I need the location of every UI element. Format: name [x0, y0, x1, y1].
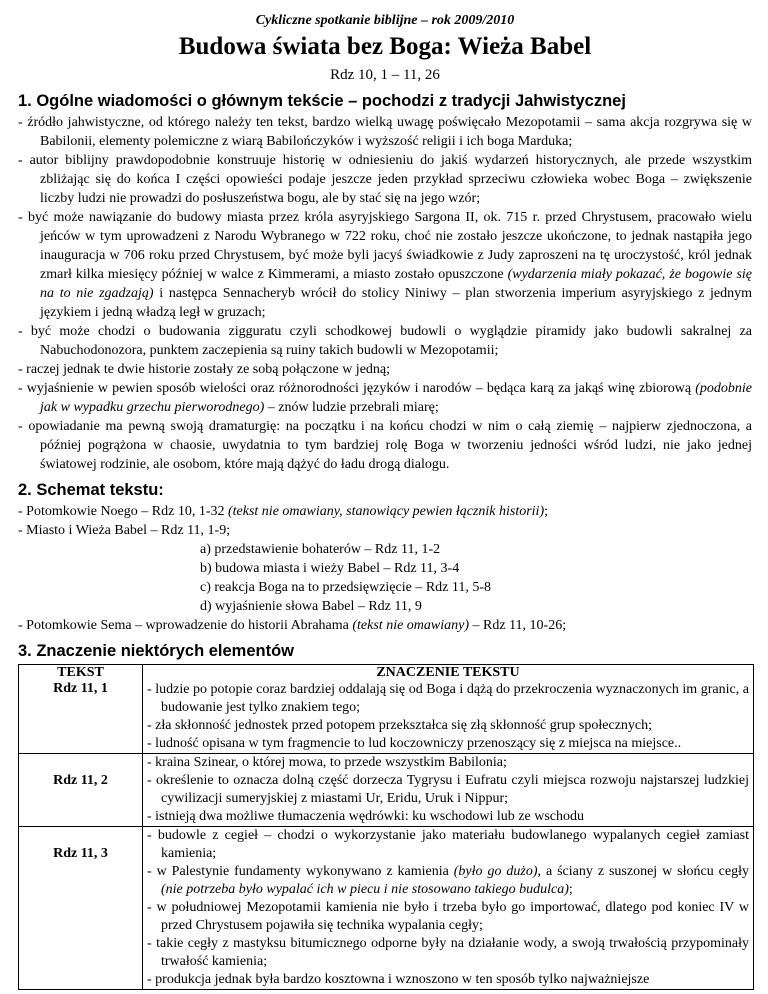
cell-item: - ludzie po potopie coraz bardziej oddalają się od Boga i dążą do przekroczenia wyznaczonych im granic, a budowanie jest tylko znakiem tego; [147, 682, 749, 715]
section-1-item [18, 379, 752, 417]
item-text: - raczej jednak te dwie historie zostały ze sobą połączone w jedną; [18, 362, 391, 377]
section-1-list [18, 113, 752, 474]
outline-subitem: b) budowa miasta i wieży Babel – Rdz 11, 3-4 [200, 561, 460, 576]
section-1-item [18, 322, 752, 360]
row-ref-label: Rdz 11, 3 [53, 846, 108, 861]
outline-text: - Potomkowie Sema – wprowadzenie do historii Abrahama [18, 618, 353, 633]
outline-line [18, 616, 752, 635]
section-3-heading: 3. Znaczenie niektórych elementów [18, 642, 295, 660]
section-1-item [18, 208, 752, 322]
cell-item: - ludność opisana w tym fragmencie to lud koczowniczy przenoszący się z miejsca na miejsce.. [147, 736, 682, 751]
item-text: - opowiadanie ma pewną swoją dramaturgię: na początku i na końcu chodzi w nim o całą ziemię – najpierw zjednoczona, a później pogrążona w chaosie, uwydatnia to tym bardziej rolę Boga w tworzeniu jedności wśród ludzi, nie jako jednej światowej rodzinie, ale osobom, które mają dążyć do ładu drogą dialogu. [18, 419, 752, 472]
item-text: - być może chodzi o budowania zigguratu czyli schodkowej budowli o wyglądzie piramidy jako budowli sakralnej za Nabuchodonozora, punktem zaczepienia są ruiny takich budowli w Mezopotamii; [18, 324, 752, 358]
row-ref-label: Rdz 11, 2 [53, 773, 108, 788]
row-meaning [143, 754, 754, 827]
item-text: - być może nawiązanie do budowy miasta przez króla asyryjskiego Sargona II, ok. 715 r. przed Chrystusem, pracowało wielu jeńców w tym uprowadzeni z Narodu Wybranego w 722 roku, choć nie zostało jeszcze ukończone, to jednak nastąpiła jego inauguracja w 706 roku przed Chrystusem, być może byli jacyś świadkowie z Judy zaproszeni na tę uroczystość, król jednak zmarł kilka miesięcy później w walce z Kimmerami, a miasto zostało opuszczone [18, 210, 752, 282]
cell-item: - kraina Szinear, o której mowa, to przede wszystkim Babilonia; [147, 755, 507, 770]
table-header-text [19, 665, 143, 754]
cell-item: - zła skłonność jednostek przed potopem przekształca się złą skłonność grup społecznych; [147, 718, 653, 733]
cell-item: - określenie to oznacza dolną część dorzecza Tygrysu i Eufratu czyli miejsca rozwoju najstarszej ludzkiej cywilizacji sumeryjskiej z miastami Ur, Eridu, Uruk i Nippur; [147, 773, 749, 806]
outline-italic: (tekst nie omawiany, stanowiący pewien łącznik historii) [227, 504, 545, 519]
item-text: , a ściany z suszonej w słońcu cegły [537, 864, 749, 879]
item-italic: (było go dużo) [453, 864, 538, 879]
cell-item: - takie cegły z mastyksu bitumicznego odporne były na działanie wody, a swoją trwałością przypominały trwałość kamienia; [147, 936, 749, 969]
outline-subitem: a) przedstawienie bohaterów – Rdz 11, 1-2 [200, 542, 441, 557]
section-1-item [18, 113, 752, 151]
header-label: ZNACZENIE TEKSTU [376, 665, 520, 680]
section-2-heading: 2. Schemat tekstu: [18, 481, 164, 499]
item-text: - wyjaśnienie w pewien sposób wielości oraz różnorodności języków i narodów – będąca karą za jakąś winę zbiorową [18, 381, 696, 396]
document-title: Budowa świata bez Boga: Wieża Babel [178, 33, 592, 60]
item-italic: (wydarzenia miały pokazać, że bogowie się na to nie zgadzają) [40, 267, 752, 301]
elements-table [18, 664, 754, 990]
outline-text: – Rdz 11, 10-26; [469, 618, 567, 633]
item-italic: (nie potrzeba było wypalać ich w piecu i nie stosowano takiego budulca) [161, 882, 569, 897]
section-1-item [18, 417, 752, 474]
outline-line [18, 502, 752, 521]
cell-item: - w południowej Mezopotamii kamienia nie było i trzeba było go importować, dlatego pod koniec IV w przed Chrystusem pojawiła się technika wypalania cegły; [147, 900, 749, 933]
item-text: ; [568, 882, 573, 897]
item-italic: (podobnie jak w wypadku grzechu pierworodnego) [40, 381, 752, 415]
table-row [19, 827, 754, 990]
document-subtitle: Cykliczne spotkanie biblijne – rok 2009/2010 [255, 13, 515, 28]
table-row [19, 754, 754, 827]
item-text: – znów ludzie przebrali miarę; [264, 400, 439, 415]
cell-item: - istnieją dwa możliwe tłumaczenia wędrówki: ku wschodowi lub ze wschodu [147, 809, 584, 824]
section-1-item [18, 151, 752, 208]
table-header-row [19, 665, 754, 754]
row-ref [19, 754, 143, 827]
table-header-meaning [143, 665, 754, 754]
cell-item [147, 863, 749, 899]
outline-subitem: c) reakcja Boga na to przedsięwzięcie – Rdz 11, 5-8 [200, 580, 492, 595]
section-2-outline [18, 502, 752, 635]
item-text: i następca Sennacheryb wrócił do stolicy Niniwy – plan stworzenia imperium asyryjskiego z jednym językiem i jedną władzą legł w gruzach; [40, 286, 752, 320]
outline-line: - Miasto i Wieża Babel – Rdz 11, 1-9; [18, 523, 231, 538]
cell-item: - budowle z cegieł – chodzi o wykorzystanie jako materiału budowlanego wypalanych cegieł zamiast kamienia; [147, 828, 749, 861]
scripture-reference: Rdz 10, 1 – 11, 26 [330, 67, 440, 83]
outline-text: ; [544, 504, 548, 519]
outline-text: - Potomkowie Noego – Rdz 10, 1-32 [18, 504, 228, 519]
row-ref [19, 827, 143, 990]
row-meaning [143, 827, 754, 990]
row-ref-label: Rdz 11, 1 [53, 681, 108, 696]
section-1-heading: 1. Ogólne wiadomości o głównym tekście – pochodzi z tradycji Jahwistycznej [18, 92, 626, 110]
outline-subitem: d) wyjaśnienie słowa Babel – Rdz 11, 9 [200, 599, 422, 614]
item-text: - źródło jahwistyczne, od którego należy ten tekst, bardzo wielką uwagę poświęcało Mezopotamii – sama akcja rozgrywa się w Babilonii, elementy polemiczne z wiarą Babilończyków i wyższość religii i ich boga Marduka; [18, 115, 752, 149]
section-1-item [18, 360, 752, 379]
header-label: TEKST [57, 665, 104, 680]
cell-item: - produkcja jednak była bardzo kosztowna i wznoszono w ten sposób tylko najważniejsze [147, 972, 650, 987]
outline-italic: (tekst nie omawiany) [352, 618, 470, 633]
item-text: - autor biblijny prawdopodobnie konstruuje historię w odniesieniu do jakiś wydarzeń historycznych, ale przede wszystkim zbliżając się do końca I części opowieści podaje jeszcze jeden przykład sprzeciwu człowieka wobec Boga – zwiększenie liczby ludzi nie prowadzi do posłuszeństwa bogu, ale by stać się na jego wzór; [18, 153, 752, 206]
item-text: - w Palestynie fundamenty wykonywano z kamienia [147, 864, 454, 879]
